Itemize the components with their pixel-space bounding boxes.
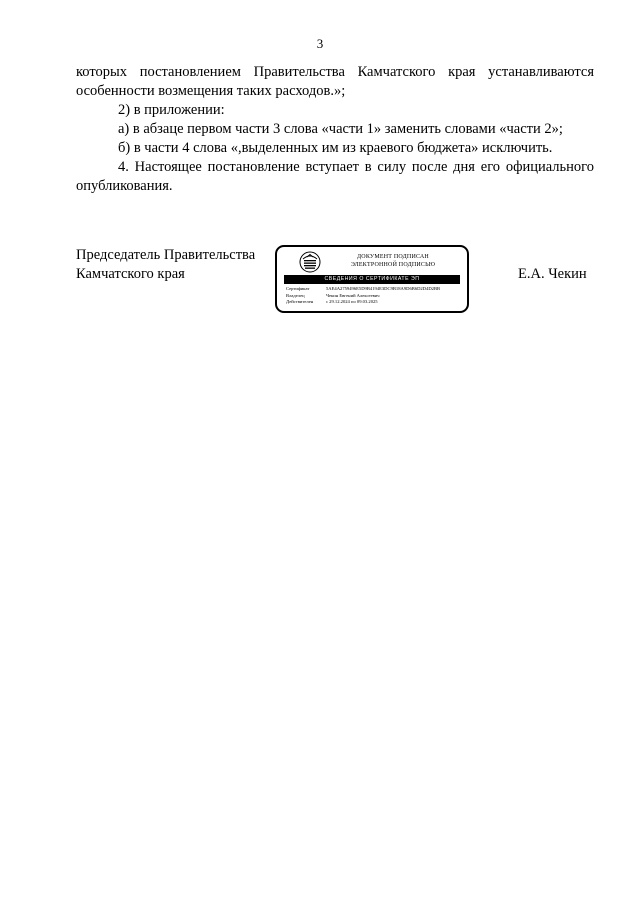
paragraph-continuation: которых постановлением Правительства Камчатского края устанавливаются особенности возмещения таких расходов.»; — [76, 64, 594, 99]
document-body — [76, 63, 594, 196]
paragraph-item-2b: б) в части 4 слова «,выделенных им из краевого бюджета» исключить. — [118, 140, 553, 156]
signer-title — [76, 246, 255, 284]
stamp-heading — [329, 254, 457, 269]
paragraph-item-2: 2) в приложении: — [118, 102, 225, 118]
signer-title-line1: Председатель Правительства — [76, 247, 256, 263]
owner-value: Чекин Евгений Алексеевич — [326, 292, 380, 298]
validity-value: с 29.12.2024 по 09.03.2025 — [326, 299, 378, 304]
stamp-heading-line1: ДОКУМЕНТ ПОДПИСАН — [357, 254, 429, 260]
signer-name: Е.А. Чекин — [518, 266, 587, 282]
owner-label: Владелец — [286, 292, 305, 298]
coat-of-arms-icon — [299, 251, 321, 273]
certificate-value: 5AE4A2759496E5D9B4194E3DC9B18A9D6B6D2D4D2BB — [326, 286, 441, 291]
validity-label: Действителен — [286, 299, 314, 304]
stamp-heading-line2: ЭЛЕКТРОННОЙ ПОДПИСЬЮ — [350, 261, 436, 268]
certificate-label: Сертификат — [286, 286, 310, 291]
signer-title-line2: Камчатского края — [76, 266, 185, 282]
page-number: 3 — [316, 36, 324, 51]
paragraph-item-2a: а) в абзаце первом части 3 слова «части 1» заменить словами «части 2»; — [118, 121, 563, 137]
stamp-details — [286, 286, 462, 306]
stamp-row-validity — [286, 299, 462, 306]
stamp-certificate-bar: СВЕДЕНИЯ О СЕРТИФИКАТЕ ЭП — [284, 275, 460, 284]
paragraph-item-4: 4. Настоящее постановление вступает в силу после дня его официального опубликования. — [76, 159, 594, 194]
e-signature-stamp — [275, 245, 469, 313]
